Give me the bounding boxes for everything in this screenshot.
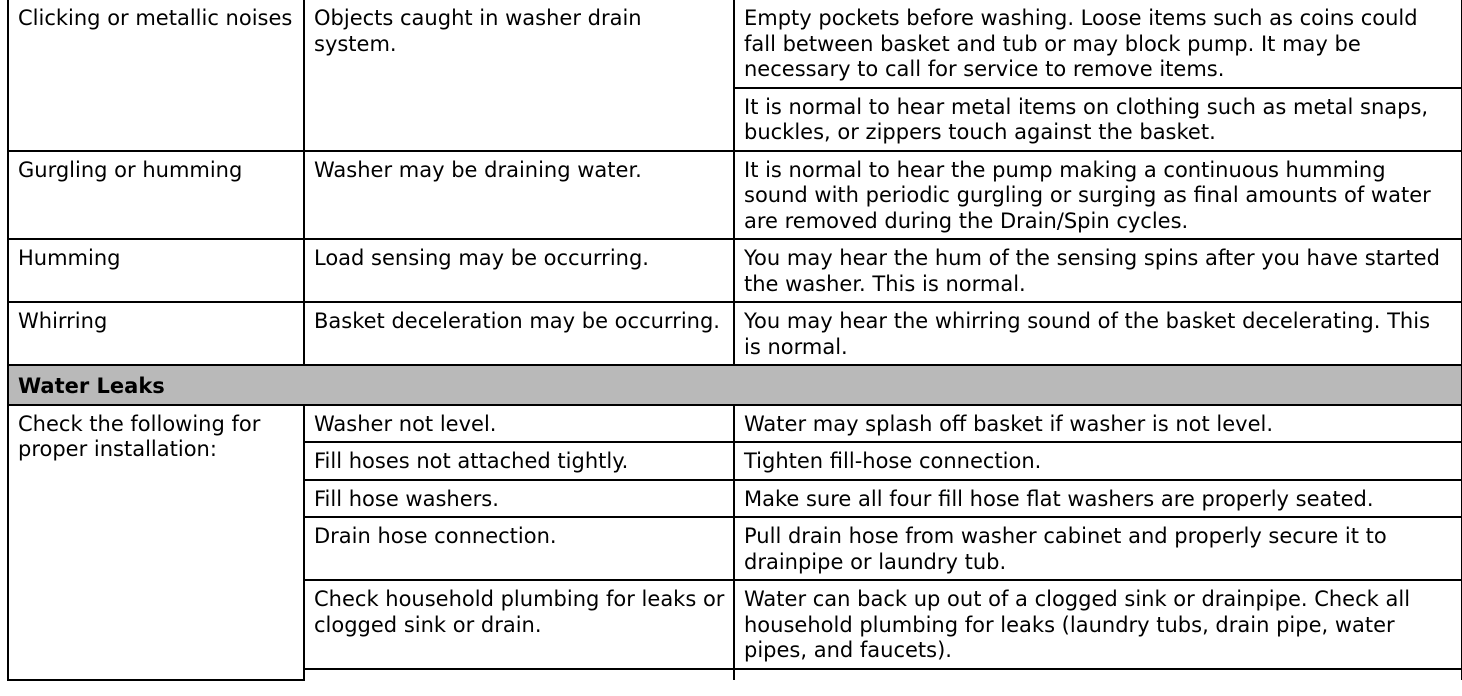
cause-cell: Fill hose washers. bbox=[304, 480, 734, 518]
solution-cell: Water can back up out of a clogged sink or drainpipe. Check all household plumbing for leaks (laundry tubs, drain pipe, water pipes, and faucets). bbox=[734, 580, 1462, 669]
problem-cell: Whirring bbox=[8, 302, 304, 365]
solution-cell: It is normal to hear metal items on clothing such as metal snaps, buckles, or zippers touch against the basket. bbox=[734, 88, 1462, 151]
table-row bbox=[8, 405, 1462, 443]
section-header-row bbox=[8, 365, 1462, 405]
troubleshooting-table bbox=[7, 0, 1462, 681]
solution-cell: You may hear the hum of the sensing spins after you have started the washer. This is normal. bbox=[734, 239, 1462, 302]
solution-cell: Water may splash off basket if washer is not level. bbox=[734, 405, 1462, 443]
solution-cell: You may hear the whirring sound of the basket decelerating. This is normal. bbox=[734, 302, 1462, 365]
table-row bbox=[8, 0, 1462, 88]
solution-cell: Pull drain hose from washer cabinet and properly secure it to drainpipe or laundry tub. bbox=[734, 517, 1462, 580]
cause-cell: Load sensing may be occurring. bbox=[304, 239, 734, 302]
problem-cell: Check the following for proper installation: bbox=[8, 405, 304, 680]
cause-cell: Basket deceleration may be occurring. bbox=[304, 302, 734, 365]
problem-cell: Gurgling or humming bbox=[8, 151, 304, 240]
table-row bbox=[8, 239, 1462, 302]
problem-cell: Humming bbox=[8, 239, 304, 302]
troubleshooting-page bbox=[7, 0, 1461, 681]
cause-cell: Check household plumbing for leaks or clogged sink or drain. bbox=[304, 580, 734, 669]
cause-cell: Washer may be draining water. bbox=[304, 151, 734, 240]
cause-cell: Washer not level. bbox=[304, 405, 734, 443]
solution-cell: It is normal to hear the pump making a continuous humming sound with periodic gurgling or surging as final amounts of water are removed during the Drain/Spin cycles. bbox=[734, 151, 1462, 240]
solution-cell: Make sure all four fill hose flat washers are properly seated. bbox=[734, 480, 1462, 518]
table-row bbox=[8, 151, 1462, 240]
solution-cell: Tighten fill-hose connection. bbox=[734, 442, 1462, 480]
section-title-water-leaks: Water Leaks bbox=[8, 365, 1462, 405]
cause-cell: Drain hose connection. bbox=[304, 517, 734, 580]
table-row bbox=[8, 302, 1462, 365]
cause-cell: Objects caught in washer drain system. bbox=[304, 0, 734, 151]
cause-cell: Fill hoses not attached tightly. bbox=[304, 442, 734, 480]
cause-cell-empty bbox=[304, 669, 734, 680]
problem-cell: Clicking or metallic noises bbox=[8, 0, 304, 151]
solution-cell-empty bbox=[734, 669, 1462, 680]
solution-cell: Empty pockets before washing. Loose items such as coins could fall between basket and tub or may block pump. It may be necessary to call for service to remove items. bbox=[734, 0, 1462, 88]
